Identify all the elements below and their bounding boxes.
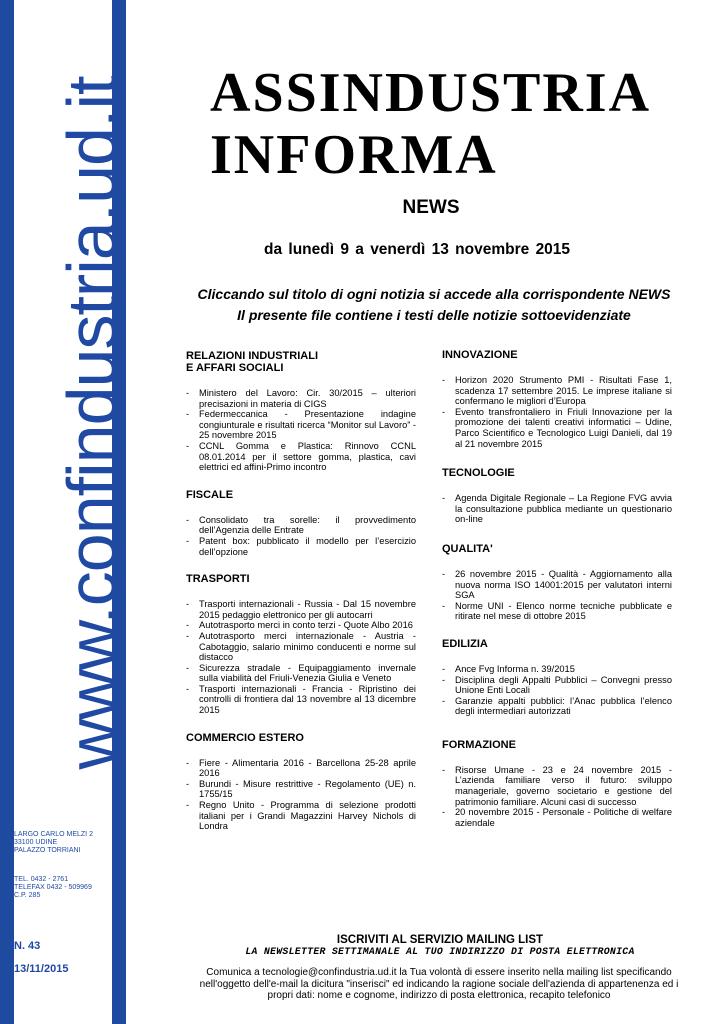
address-block (14, 831, 93, 855)
section-commercio-estero (186, 732, 416, 832)
right-news-column (442, 349, 672, 842)
news-item[interactable]: - Trasporti internazionali - Francia - Ripristino dei controlli di frontiera dal 13 novembre al 13 dicembre 2015 (186, 684, 416, 716)
news-list (442, 765, 672, 829)
news-item[interactable]: - Garanzie appalti pubblici: l’Anac pubblica l’elenco degli intermediari autorizzati (442, 696, 672, 717)
news-list (442, 375, 672, 449)
instruction-line-1: Cliccando sul titolo di ogni notizia si accede alla corrispondente NEWS (197, 286, 671, 302)
address-line: LARGO CARLO MELZI 2 (14, 831, 93, 838)
section-fiscale (186, 489, 416, 557)
section-title: TRASPORTI (186, 573, 250, 586)
mailing-text-prefix: Comunica a (206, 967, 263, 978)
news-item[interactable]: - Regno Unito - Programma di selezione prodotti italiani per i Grandi Magazzini Harvey Nichols di Londra (186, 800, 416, 832)
news-item[interactable]: - Federmeccanica - Presentazione indagine congiunturale e risultati ricerca “Monitor sul Lavoro” - 25 novembre 2015 (186, 409, 416, 441)
contacts-block (14, 876, 92, 900)
section-title: FISCALE (186, 488, 234, 501)
news-list (186, 515, 416, 557)
instructions (160, 284, 708, 326)
news-item[interactable]: - Autotrasporto merci in conto terzi - Quote Albo 2016 (186, 620, 416, 631)
section-title: RELAZIONI INDUSTRIALI E AFFARI SOCIALI (186, 350, 318, 374)
news-item[interactable]: - Ance Fvg Informa n. 39/2015 (442, 664, 672, 675)
website-url-vertical[interactable]: www.confindustria.ud.it (53, 76, 131, 770)
section-title: EDILIZIA (442, 637, 488, 650)
news-item[interactable]: - Sicurezza stradale - Equipaggiamento invernale sulla viabilità del Friuli-Venezia Giulia e Veneto (186, 663, 416, 684)
news-list (186, 758, 416, 832)
news-list (186, 388, 416, 473)
section-trasporti (186, 573, 416, 716)
news-list (442, 493, 672, 525)
section-innovazione (442, 349, 672, 449)
left-news-column (186, 350, 416, 846)
news-list (442, 664, 672, 717)
news-list (442, 569, 672, 622)
section-title: QUALITA' (442, 542, 493, 555)
section-tecnologie (442, 467, 672, 525)
address-line: PALAZZO TORRIANI (14, 847, 81, 854)
sidebar (0, 0, 131, 1024)
section-qualita (442, 543, 672, 622)
news-item[interactable]: - Burundi - Misure restrittive - Regolamento (UE) n. 1755/15 (186, 779, 416, 800)
news-item[interactable]: - Agenda Digitale Regionale – La Regione FVG avvia la consultazione pubblica mediante un questionario on-line (442, 493, 672, 525)
po-box: C.P. 285 (14, 892, 41, 899)
section-formazione (442, 739, 672, 829)
news-item[interactable]: - 26 novembre 2015 - Qualità - Aggiornamento alla nuova norma ISO 14001:2015 per valutatori interni SGA (442, 569, 672, 601)
news-item[interactable]: - Ministero del Lavoro: Cir. 30/2015 – ulteriori precisazioni in materia di CIGS (186, 388, 416, 409)
news-label: NEWS (402, 197, 460, 218)
instruction-line-2: Il presente file contiene i testi delle notizie sottoevidenziate (237, 307, 631, 323)
news-item[interactable]: - Consolidato tra sorelle: il provvedimento dell’Agenzia delle Entrate (186, 515, 416, 536)
news-item[interactable]: - Trasporti internazionali - Russia - Dal 15 novembre 2015 pedaggio elettronico per gli autocarri (186, 599, 416, 620)
news-list (186, 599, 416, 716)
section-relazioni-industriali-e-affari-sociali (186, 350, 416, 473)
email-link[interactable]: tecnologie@confindustria.ud.it (262, 967, 397, 978)
mailing-list-text (196, 967, 682, 1002)
masthead-line-1: ASSINDUSTRIA (210, 62, 652, 124)
section-title: FORMAZIONE (442, 738, 516, 751)
address-line: 33100 UDINE (14, 839, 58, 846)
date-range: da lunedì 9 a venerdì 13 novembre 2015 (264, 241, 571, 258)
sidebar-left-stripe (0, 0, 14, 1024)
mailing-list-title: ISCRIVITI AL SERVIZIO MAILING LIST (336, 934, 544, 946)
news-item[interactable]: - Autotrasporto merci internazionale - Austria - Cabotaggio, salario minimo conducenti e norme sul distacco (186, 631, 416, 663)
news-item[interactable]: - Disciplina degli Appalti Pubblici – Convegni presso Unione Enti Locali (442, 675, 672, 696)
news-item[interactable]: - Horizon 2020 Strumento PMI - Risultati Fase 1, scadenza 17 settembre 2015. Le imprese italiane si confermano le migliori d’Europa (442, 375, 672, 407)
phone: TEL. 0432 - 2761 (14, 876, 69, 883)
news-item[interactable]: - Fiere - Alimentaria 2016 - Barcellona 25-28 aprile 2016 (186, 758, 416, 779)
issue-number: N. 43 (14, 940, 41, 952)
section-title: TECNOLOGIE (442, 467, 515, 480)
masthead-title (210, 62, 651, 186)
news-item[interactable]: - Evento transfrontaliero in Friuli Innovazione per la promozione dei talenti creativi informatici – Udine, Parco Scientifico e Tecnologico Luigi Danieli, dal 19 al 21 novembre 2015 (442, 407, 672, 449)
news-item[interactable]: - CCNL Gomma e Plastica: Rinnovo CCNL 08.01.2014 per il settore gomma, plastica, cavi elettrici ed affini-Primo incontro (186, 441, 416, 473)
news-item[interactable]: - 20 novembre 2015 - Personale - Politiche di welfare aziendale (442, 807, 672, 828)
issue-date: 13/11/2015 (14, 963, 69, 975)
news-item[interactable]: - Norme UNI - Elenco norme tecniche pubblicate e ritirate nel mese di ottobre 2015 (442, 601, 672, 622)
news-item[interactable]: - Patent box: pubblicato il modello per l’esercizio dell’opzione (186, 536, 416, 557)
section-title: INNOVAZIONE (442, 349, 518, 361)
section-title: COMMERCIO ESTERO (186, 731, 304, 744)
section-edilizia (442, 638, 672, 717)
mailing-list-subtitle: LA NEWSLETTER SETTIMANALE AL TUO INDIRIZZO DI POSTA ELETTRONICA (245, 946, 635, 957)
news-item[interactable]: - Risorse Umane - 23 e 24 novembre 2015 - L’azienda familiare verso il futuro: sviluppo manageriale, governo societario e gestione del patrimonio familiare. Alcuni casi di successo (442, 765, 672, 807)
mailing-text-suffix: la Tua volontà di essere inserito nella mailing list specificando nell'oggetto dell'e-mail la dicitura "inserisci" ed indicando la ragione sociale dell'azienda di appartenenza ed i propri dati: nome e cognome, indirizzo di posta elettronica, recapito telefonico (199, 967, 679, 1001)
fax: TELEFAX 0432 - 509969 (14, 884, 92, 891)
masthead-line-2: INFORMA (210, 124, 498, 186)
